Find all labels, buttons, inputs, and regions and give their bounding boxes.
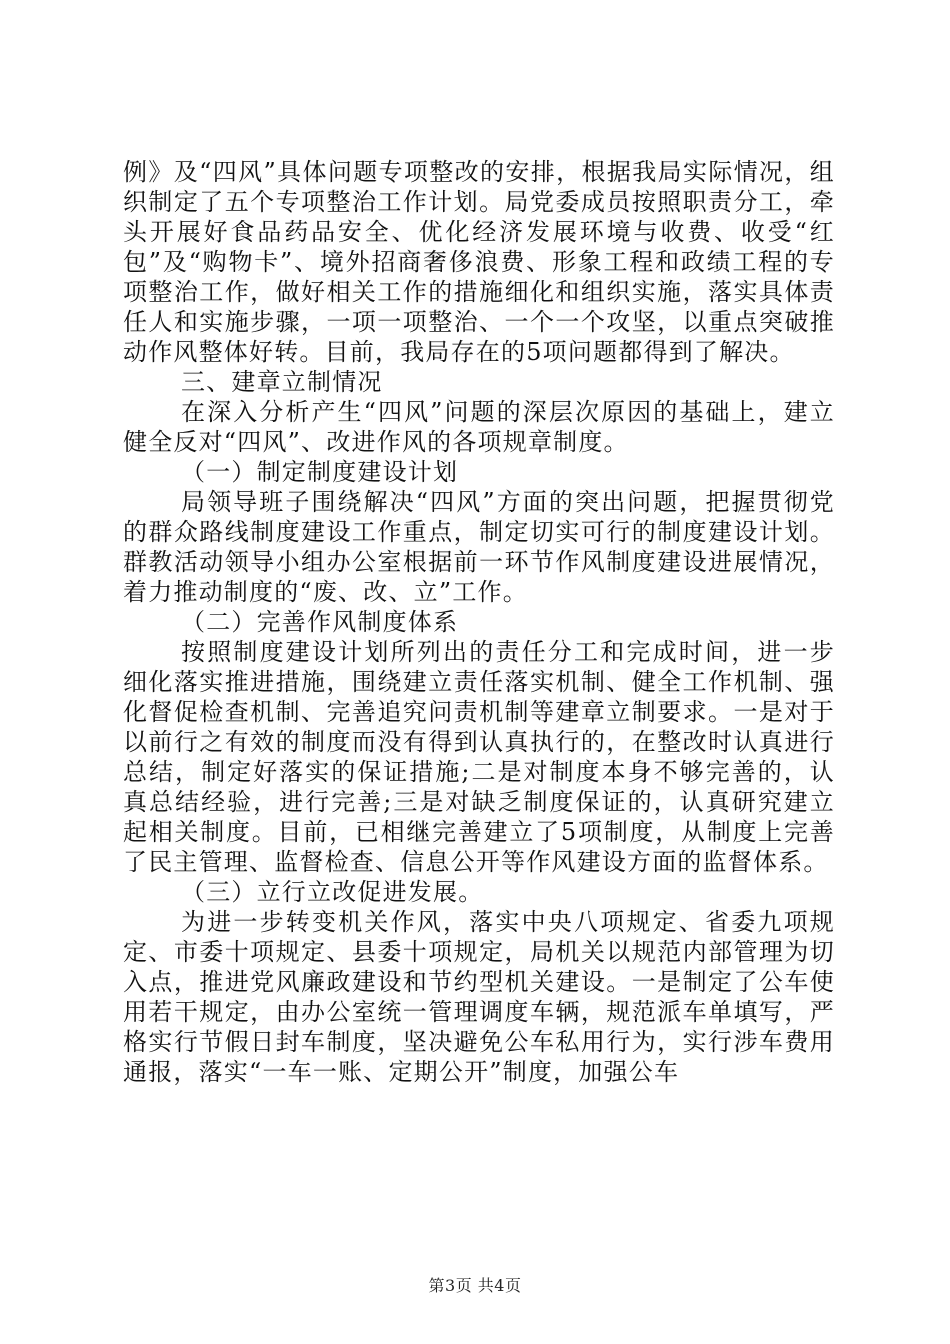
paragraph-sub-3: 为进一步转变机关作风，落实中央八项规定、省委九项规定、市委十项规定、县委十项规定，局机关以规范内部管理为切入点，推进党风廉政建设和节约型机关建设。一是制定了公车使用若干规定，由办公室统一管理调度车辆，规范派车单填写，严格实行节假日封车制度，坚决避免公车私用行为，实行涉车费用通报，落实“一车一账、定期公开”制度，加强公车	[123, 908, 835, 1086]
section-heading-3: 三、建章立制情况	[181, 368, 383, 396]
paragraph-intro: 在深入分析产生“四风”问题的深层次原因的基础上，建立健全反对“四风”、改进作风的各项规章制度。	[123, 398, 835, 456]
paragraph-sub-1: 局领导班子围绕解决“四风”方面的突出问题，把握贯彻党的群众路线制度建设工作重点，制定切实可行的制度建设计划。群教活动领导小组办公室根据前一环节作风制度建设进展情况，着力推动制度的“废、改、立”工作。	[123, 488, 835, 606]
subheading-1: （一）制定制度建设计划	[181, 458, 459, 486]
subheading-2: （二）完善作风制度体系	[181, 608, 459, 636]
paragraph-sub-2: 按照制度建设计划所列出的责任分工和完成时间，进一步细化落实推进措施，围绕建立责任落实机制、健全工作机制、强化督促检查机制、完善追究问责机制等建章立制要求。一是对于以前行之有效的制度而没有得到认真执行的，在整改时认真进行总结，制定好落实的保证措施;二是对制度本身不够完善的，认真总结经验，进行完善;三是对缺乏制度保证的，认真研究建立起相关制度。目前，已相继完善建立了5项制度，从制度上完善了民主管理、监督检查、信息公开等作风建设方面的监督体系。	[123, 638, 835, 876]
paragraph-continued: 例》及“四风”具体问题专项整改的安排，根据我局实际情况，组织制定了五个专项整治工作计划。局党委成员按照职责分工，牵头开展好食品药品安全、优化经济发展环境与收费、收受“红包”及“购物卡”、境外招商奢侈浪费、形象工程和政绩工程的专项整治工作，做好相关工作的措施细化和组织实施，落实具体责任人和实施步骤，一项一项整治、一个一个攻坚，以重点突破推动作风整体好转。目前，我局存在的5项问题都得到了解决。	[123, 158, 835, 366]
subheading-3: （三）立行立改促进发展。	[181, 878, 484, 906]
page-number-footer: 第3页 共4页	[428, 1276, 522, 1295]
document-body	[123, 157, 835, 1087]
